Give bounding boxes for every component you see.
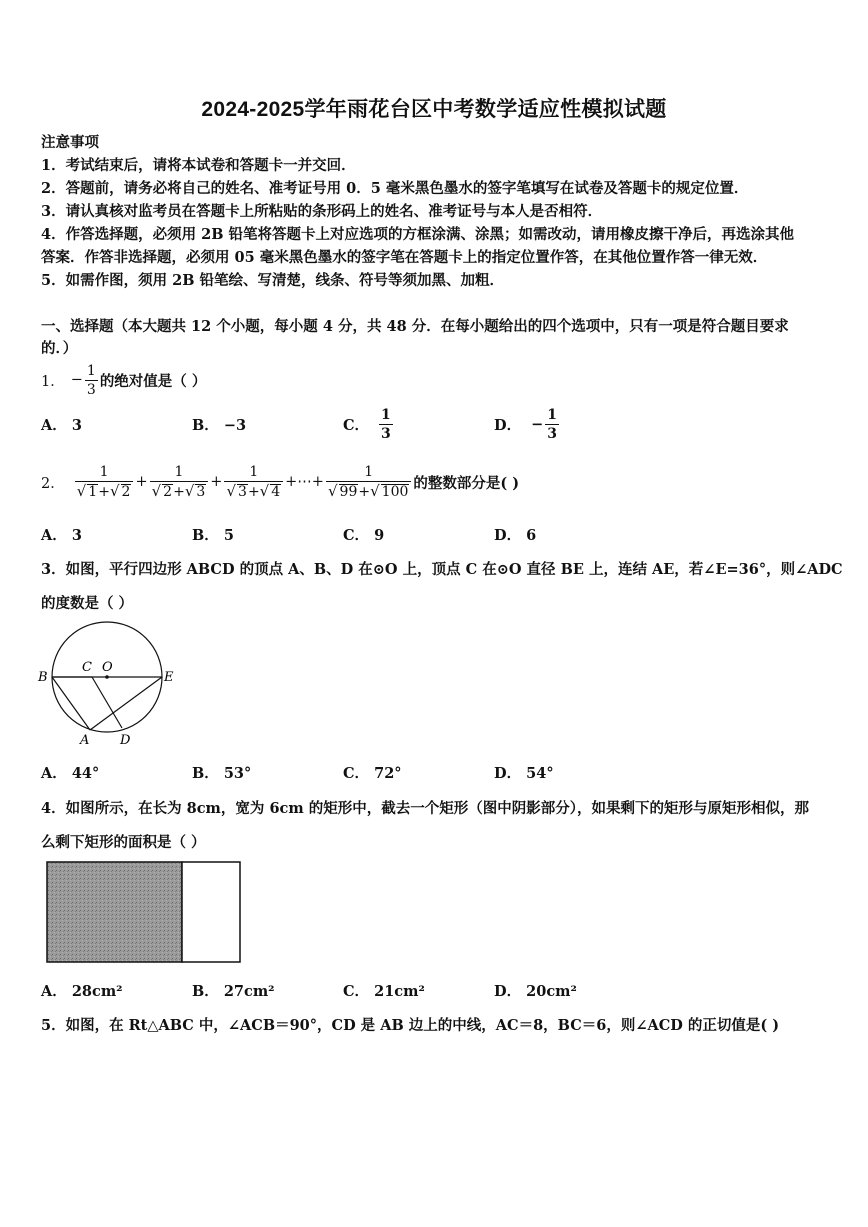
q2-text: 的整数部分是( ) bbox=[413, 474, 520, 492]
notice-item-3: 3．请认真核对监考员在答题卡上所粘贴的条形码上的姓名、准考证号与本人是否相符． bbox=[41, 203, 603, 220]
q3-label-d: D bbox=[120, 733, 131, 748]
notice-item-1: 1．考试结束后，请将本试卷和答题卡一并交回． bbox=[41, 157, 356, 174]
question-3-cont: 的度数是（ ） bbox=[41, 595, 134, 612]
notice-item-4-cont: 答案．作答非选择题，必须用 05 毫米黑色墨水的签字笔在答题卡上的指定位置作答，在其他位置作答一律无效． bbox=[41, 249, 768, 266]
section-1-heading: 一、选择题（本大题共 12 个小题，每小题 4 分，共 48 分．在每小题给出的四个选项中，只有一项是符合题目要求 bbox=[41, 318, 789, 335]
question-4-cont: 么剩下矩形的面积是（ ） bbox=[41, 834, 206, 851]
notice-heading: 注意事项 bbox=[41, 134, 99, 151]
q2-option-c: C． 9 bbox=[343, 527, 385, 544]
q4-option-c: C． 21cm² bbox=[343, 983, 425, 1000]
q1-fraction-num: 1 bbox=[86, 362, 96, 379]
q4-option-b: B． 27cm² bbox=[192, 983, 275, 1000]
q4-remaining-rectangle bbox=[182, 862, 240, 962]
question-4: 4．如图所示，在长为 8cm，宽为 6cm 的矩形中，截去一个矩形（图中阴影部分），如果剩下的矩形与原矩形相似，那 bbox=[41, 800, 810, 817]
notice-item-4: 4．作答选择题，必须用 2B 铅笔将答题卡上对应选项的方框涂满、涂黑；如需改动，请用橡皮擦干净后，再选涂其他 bbox=[41, 226, 795, 243]
notice-item-2: 2．答题前，请务必将自己的姓名、准考证号用 0．5 毫米黑色墨水的签字笔填写在试卷及答题卡的规定位置． bbox=[41, 180, 749, 197]
q3-label-b: B bbox=[38, 670, 48, 685]
q1-option-d: D． − $\frac{1}{3}$ bbox=[494, 406, 557, 442]
section-1-heading-cont: 的．） bbox=[41, 340, 78, 357]
q3-label-a: A bbox=[80, 733, 90, 748]
q3-option-b: B． 53° bbox=[192, 765, 252, 782]
q2-option-b: B． 5 bbox=[192, 527, 234, 544]
q2-term-last: $\frac{1}{√ 99+√ 100}$ bbox=[326, 465, 411, 499]
q3-segment-cd bbox=[92, 677, 122, 728]
q3-circle-figure bbox=[36, 618, 181, 750]
page-title: 2024-2025学年雨花台区中考数学适应性模拟试题 bbox=[201, 98, 667, 121]
q2-term-2: $\frac{1}{√ 2+√ 3}$ bbox=[150, 465, 209, 499]
q3-label-o: O bbox=[102, 660, 113, 675]
q2-number: 2． bbox=[41, 475, 65, 492]
q3-center-point bbox=[105, 675, 109, 679]
notice-item-5: 5．如需作图，须用 2B 铅笔绘、写清楚，线条、符号等须加黑、加粗． bbox=[41, 272, 505, 289]
q3-label-e: E bbox=[164, 670, 174, 685]
q1-option-b: B． −3 bbox=[192, 417, 247, 434]
q3-option-d: D． 54° bbox=[494, 765, 554, 782]
q1-fraction-den: 3 bbox=[86, 381, 96, 398]
q2-option-a: A． 3 bbox=[41, 527, 82, 544]
q4-rectangle-figure bbox=[44, 858, 250, 968]
question-2: 2． $\frac{1}{√ 1+√ 2}$ + $\frac{1}{√ 2+√ 3}$ + $\frac{1}{√ 3+√ 4}$ +⋯+ $\frac{1}{√ 99+√ 100}$ 的整数部分是( ) bbox=[41, 464, 520, 500]
question-3: 3．如图，平行四边形 ABCD 的顶点 A、B、D 在⊙O 上，顶点 C 在⊙O 直径 BE 上，连结 AE，若∠E=36°，则∠ADC bbox=[41, 561, 843, 578]
q3-segment-ae bbox=[90, 677, 162, 730]
q2-term-1: $\frac{1}{√ 1+√ 2}$ bbox=[75, 465, 134, 499]
q2-option-d: D． 6 bbox=[494, 527, 537, 544]
q1-option-a: A． 3 bbox=[41, 417, 82, 434]
q4-option-d: D． 20cm² bbox=[494, 983, 577, 1000]
q1-text: 的绝对值是（ ） bbox=[99, 372, 207, 390]
q1-sign: − bbox=[70, 372, 83, 388]
q4-option-a: A． 28cm² bbox=[41, 983, 123, 1000]
q3-label-c: C bbox=[82, 660, 92, 675]
question-1 bbox=[41, 360, 206, 400]
question-5: 5．如图，在 Rt△ABC 中，∠ACB＝90°，CD 是 AB 边上的中线，AC＝8，BC＝6，则∠ACD 的正切值是( ) bbox=[41, 1017, 780, 1034]
q3-segment-ba bbox=[52, 677, 90, 730]
q4-shaded-rectangle bbox=[47, 862, 182, 962]
q3-option-a: A． 44° bbox=[41, 765, 100, 782]
q1-fraction bbox=[85, 364, 98, 397]
q2-term-3: $\frac{1}{√ 3+√ 4}$ bbox=[224, 465, 283, 499]
q1-option-c: C． $\frac{1}{3}$ bbox=[343, 406, 391, 442]
q1-number: 1． bbox=[41, 373, 65, 390]
q3-option-c: C． 72° bbox=[343, 765, 402, 782]
